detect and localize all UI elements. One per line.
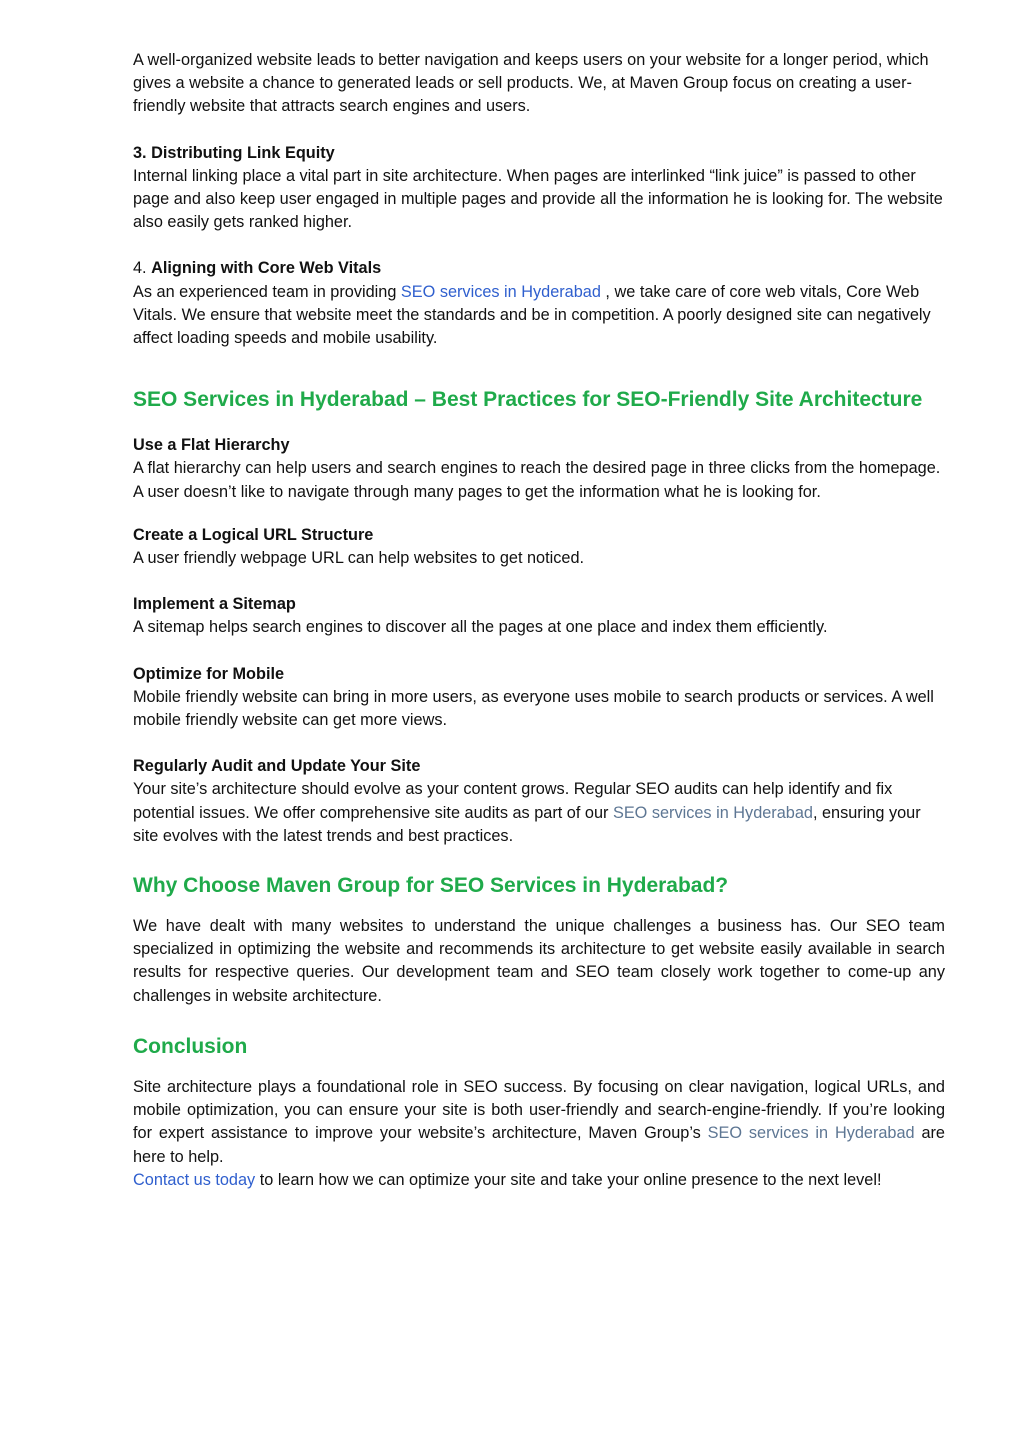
conclusion-text-before: Site architecture plays a foundational role in SEO success. By focusing on clear navigation, logical URLs, and mobile optimization, you can ensure your site is both user-friendly and search-engine-friendly. If you’re looking for expert assistance to improve your website’s architecture, Maven Group’s xyxy=(133,1077,945,1143)
link-equity-paragraph: Internal linking place a vital part in site architecture. When pages are interlinked “link juice” is passed to other page and also keep user engaged in multiple pages and provide all the information he is looking for. The website also easily gets ranked higher. xyxy=(133,166,943,232)
url-structure-paragraph: A user friendly webpage URL can help websites to get noticed. xyxy=(133,549,585,568)
core-vitals-title: Aligning with Core Web Vitals xyxy=(151,259,382,278)
audit-heading: Regularly Audit and Update Your Site xyxy=(133,757,421,776)
core-vitals-heading xyxy=(133,257,945,280)
flat-hierarchy-heading: Use a Flat Hierarchy xyxy=(133,436,290,455)
seo-services-link-3[interactable]: SEO services in Hyderabad xyxy=(707,1124,915,1143)
audit-text-after: , ensuring your site evolves with the latest trends and best practices. xyxy=(133,803,921,845)
audit-text-before: Your site’s architecture should evolve as your content grows. Regular SEO audits can help identify and fix potential issues. We offer comprehensive site audits as part of our xyxy=(133,780,893,822)
url-structure-heading: Create a Logical URL Structure xyxy=(133,525,374,544)
why-choose-heading: Why Choose Maven Group for SEO Services in Hyderabad? xyxy=(133,874,729,898)
contact-paragraph xyxy=(133,1169,945,1192)
sitemap-heading: Implement a Sitemap xyxy=(133,595,296,614)
mobile-paragraph: Mobile friendly website can bring in more users, as everyone uses mobile to search products or services. A well mobile friendly website can get more views. xyxy=(133,687,934,730)
conclusion-text-after: are here to help. xyxy=(133,1124,945,1166)
seo-services-link-2[interactable]: SEO services in Hyderabad xyxy=(612,803,813,822)
flat-hierarchy-paragraph: A flat hierarchy can help users and search engines to reach the desired page in three clicks from the homepage. A user doesn’t like to navigate through many pages to get the information what he is looking for. xyxy=(133,459,941,501)
contact-us-link[interactable]: Contact us today xyxy=(133,1170,256,1189)
link-equity-heading: 3. Distributing Link Equity xyxy=(133,143,335,162)
mobile-heading: Optimize for Mobile xyxy=(133,664,285,683)
contact-text: to learn how we can optimize your site and take your online presence to the next level! xyxy=(255,1170,882,1189)
conclusion-paragraph xyxy=(133,1076,945,1169)
conclusion-heading: Conclusion xyxy=(133,1034,248,1058)
core-vitals-text-after: , we take care of core web vitals, Core Web Vitals. We ensure that website meet the standards and be in competition. A poorly designed site can negatively affect loading speeds and mobile usability. xyxy=(133,282,931,348)
best-practices-heading: SEO Services in Hyderabad – Best Practices for SEO-Friendly Site Architecture xyxy=(133,388,923,412)
audit-paragraph xyxy=(133,778,945,848)
seo-services-link-1[interactable]: SEO services in Hyderabad xyxy=(400,282,601,301)
intro-paragraph: A well-organized website leads to better navigation and keeps users on your website for a longer period, which gives a website a chance to generated leads or sell products. We, at Maven Group focus on creating a user-friendly website that attracts search engines and users. xyxy=(133,51,929,116)
core-vitals-text-before: As an experienced team in providing xyxy=(133,282,401,301)
core-vitals-number: 4. xyxy=(133,259,152,278)
why-choose-paragraph: We have dealt with many websites to understand the unique challenges a business has. Our SEO team specialized in optimizing the website and recommends its architecture to get website easily available in search results for respective queries. Our development team and SEO team closely work together to come-up any challenges in website architecture. xyxy=(133,917,945,1005)
sitemap-paragraph: A sitemap helps search engines to discover all the pages at one place and index them efficiently. xyxy=(133,618,828,637)
core-vitals-paragraph xyxy=(133,281,945,351)
